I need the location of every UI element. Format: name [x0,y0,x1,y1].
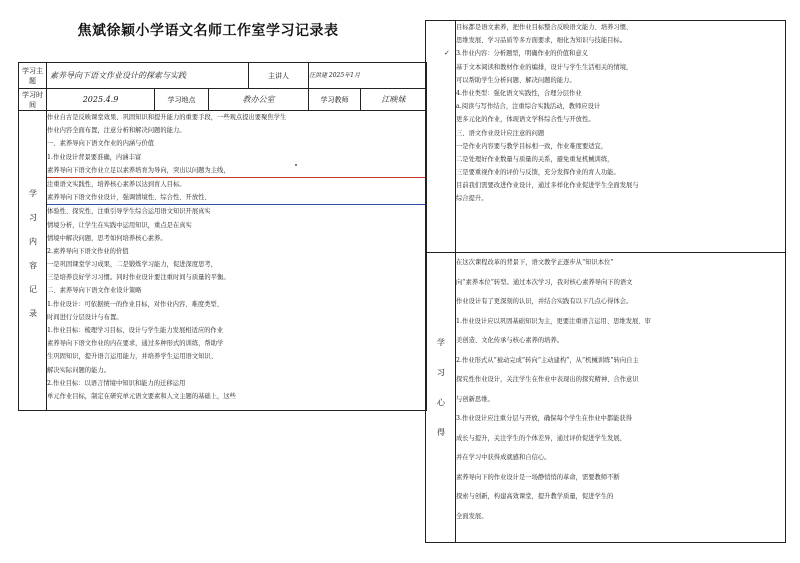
content-line: 解决实际问题的能力。 [47,366,110,374]
topic-label: 学习主题 [19,63,47,89]
content-record-continued [456,21,786,253]
content-line: 二、素养导向下语文作业设计策略 [47,287,142,295]
ink-dot-icon [295,164,297,166]
content-line: 素养导向下语文作业设计，强调情境性、综合性、开放性、 [47,191,426,205]
content-line: 3.作业内容：分析题型，明确作业的价值和意义 [456,50,588,58]
content-record-label: 学习内容记录 [19,111,47,411]
content-line: 更多元化的作业，体现语文学科综合性与开放性。 [456,116,595,124]
insight-body [456,253,786,543]
teacher-label: 学习教师 [309,89,361,111]
content-line [456,206,785,219]
insight-line: 探究性作业设计，关注学生在作业中表现出的探究精神、合作意识 [456,376,639,383]
content-line: 一、素养导向下语文作业的内涵与价值 [47,140,155,148]
content-line: 情境中解决问题，思考如何培养核心素养。 [47,234,167,242]
insight-line: 探索与创新，构建高效课堂，提升教学质量，促进学生的 [456,493,614,500]
insight-line: 与创新思维。 [456,395,494,403]
content-line: 二是处理好作业数量与质量的关系，避免重复机械训练， [456,155,614,163]
place-value: 教办公室 [209,89,309,111]
content-line: 三是培养良好学习习惯。同时作业设计要注重时间与质量的平衡。 [47,274,230,282]
insight-line: 向“素养本位”转型。通过本次学习，我对核心素养导向下的语文 [456,278,633,286]
content-line: 一是巩固课堂学习成果，二是锻炼学习能力，促进深度思考， [47,261,218,269]
time-label: 学习时间 [19,89,47,111]
time-value: 2025.4.9 [47,89,155,111]
speaker-label: 主讲人 [249,63,309,89]
content-line: a.阅读与写作结合，注重综合实践活动，教师应设计 [456,103,601,111]
content-line: 三是要重视作业的评价与反馈，充分发挥作业的育人功能。 [456,169,620,177]
content-line: 1.作业设计背景要准确，内涵丰富 [47,153,142,161]
content-line: 生巩固知识，提升语言运用能力，并培养学生运用语文知识、 [47,353,218,361]
insight-line: 成长与提升，关注学生的个体差异，通过评价促进学生发展， [456,434,627,442]
content-line: 综合提升。 [456,195,488,203]
content-line: 思维发展、学习品质等多方面要求，细化为知识与技能目标。 [456,37,627,45]
content-line: 目标都是语文素养，把作业目标整合反映语文能力、培养习惯、 [456,24,633,31]
content-line: 可以帮助学生分析问题、解决问题的能力。 [456,76,576,84]
content-line: 三、语文作业设计应注意的问题 [456,129,545,137]
content-line: 体验性、探究性，注重引导学生综合运用语文知识开展真实 [47,208,211,216]
insight-line: 并在学习中获得成就感和自信心。 [456,454,551,461]
insight-line: 作业设计有了更深刻的认识，并结合实践有以下几点心得体会。 [456,298,633,305]
content-line: 基于文本阅读和教材作业的编排，设计与学生生活相关的情境， [456,63,633,71]
content-line: 单元作业目标，制定在研究单元语文要素和人文主题的基础上，这些 [47,392,236,400]
insight-line: 在这次课程改革的背景下，语文教学正逐步从“知识本位” [456,259,614,266]
content-line: 1.作业目标：梳理学习目标，设计与学生能力发展相适应的作业 [47,327,224,334]
content-line: 作业自古是反映课堂效果、巩固知识和提升能力的重要手段，一些观点提出要聚焦学生 [47,114,287,121]
content-line: 注重语文实践性，培养核心素养以达到育人目标。 [47,180,186,188]
content-line: 4.作业类型：强化语文实践性，合理分层作业 [456,89,582,97]
right-top-margin [426,21,456,253]
insight-line: 美创造、文化传承与核心素养的培养。 [456,337,564,344]
page-title: 焦斌徐颖小学语文名师工作室学习记录表 [77,23,339,39]
insight-line: 2.作业形式从“被动完成”转向“主动建构”，从“机械训练”转向自主 [456,356,639,364]
check-mark-icon: ✓ [444,49,450,57]
insight-line: 1.作业设计应以巩固基础知识为主，更要注重语言运用、思维发展、审 [456,317,651,325]
insight-label: 学习心得 [426,253,456,543]
content-line: 目前我们需要改进作业设计，通过多样化作业促进学生全面发展与 [456,182,639,190]
topic-value: 素养导向下语文作业设计的探索与实践 [47,63,249,89]
content-line: 素养导向下语文作业立足以素养培育为导向，突出以问题为主线， [47,164,426,178]
speaker-value: 汪洪建 2025年1月 [309,63,427,89]
content-line: 2.作业目标：以语言情境中知识和能力的迁移运用 [47,379,186,387]
content-line: 2.素养导向下语文作业的价值 [47,247,129,255]
content-line: 素养导向下语文作业的内在要求，通过多种形式的训练，帮助学 [47,340,224,348]
insight-line: 全面发展。 [456,512,488,520]
teacher-value: 江映妹 [361,89,427,111]
content-line: 情境分析，让学生在实践中运用知识，重点是在真实 [47,221,192,229]
left-record-table [18,62,427,411]
place-label: 学习地点 [155,89,209,111]
content-record-body [47,111,427,411]
content-line: 作业内容全面布置，注意分析和解决问题的能力。 [47,127,186,135]
content-line: 一是作业内容要与教学目标相一致，作业难度要适宜， [456,142,608,150]
content-line: 1.作业设计：可依据统一的作业目标，对作业内容、难度类型、 [47,300,224,308]
content-line: 时间进行分层设计与布置。 [47,313,123,321]
insight-line: 3.作业设计应注重分层与开放，确保每个学生在作业中都能获得 [456,415,633,422]
insight-line: 素养导向下的作业设计是一场静悄悄的革命，需要教师不断 [456,473,620,481]
right-record-table [425,20,786,543]
